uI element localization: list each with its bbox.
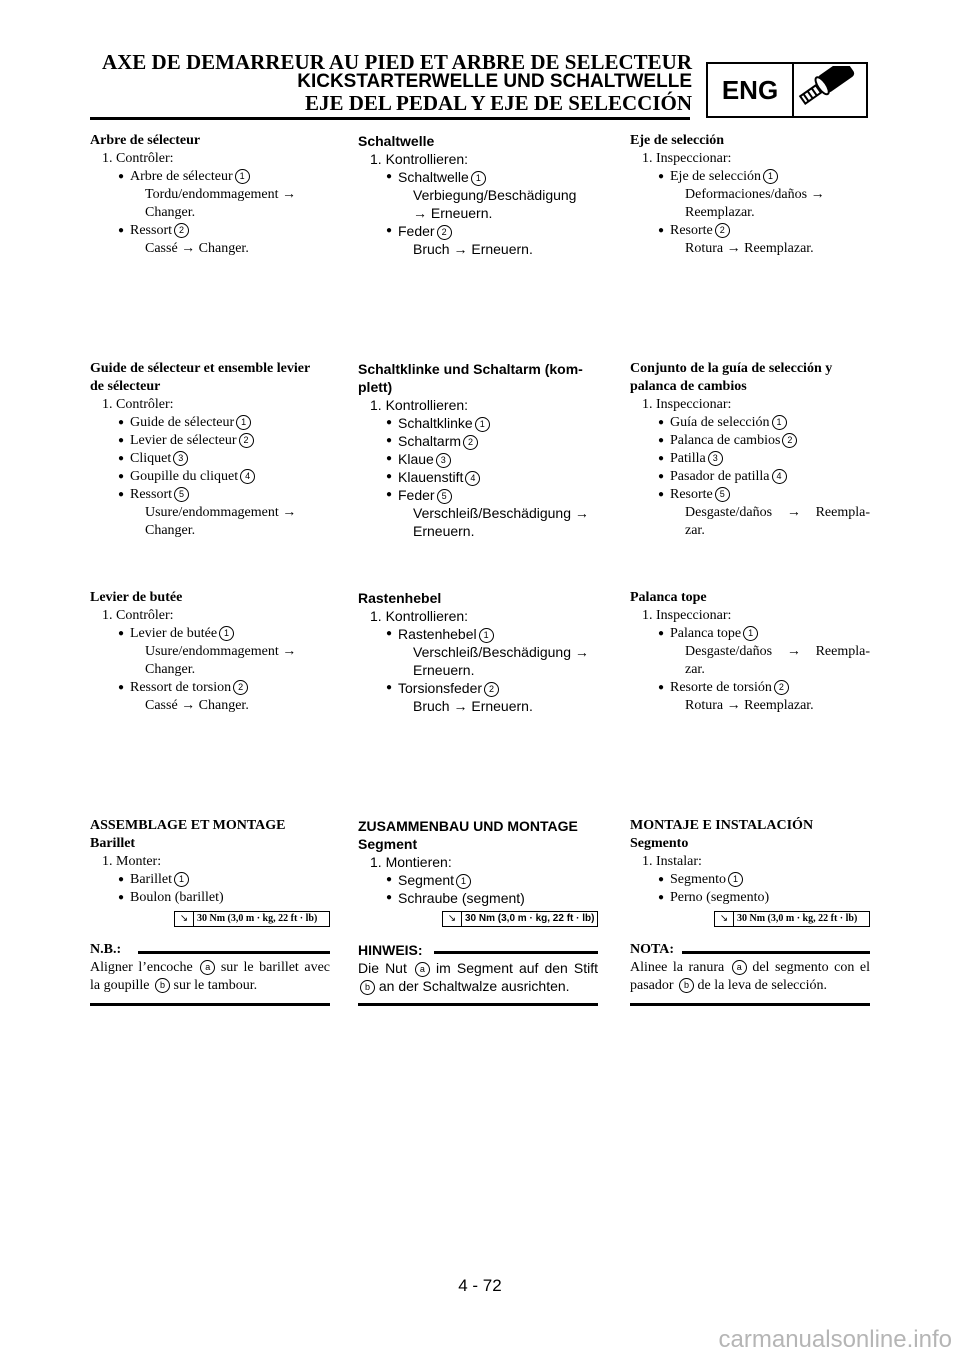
section-title: Arbre de sélecteur [90,133,201,148]
ref-number: 1 [743,626,758,641]
torque-wrench-icon: ↘ [175,912,194,926]
list-item: ● Eje de selección 1 [630,168,870,186]
ref-number: 3 [708,451,723,466]
detail-text: Verschleiß/Beschädigung → [413,644,589,660]
list-item: ● Levier de sélecteur 2 [90,432,330,450]
ref-number: 2 [463,435,478,450]
torque-spec [714,911,870,927]
fr-shift-guide-section [90,360,330,540]
list-item: ● Torsionsfeder 2 [358,679,598,697]
section-title: de sélecteur [90,379,161,394]
fr-stopper-section [90,589,330,715]
detail-text: zar. [685,662,705,677]
fr-shift-shaft-section [90,132,330,258]
es-stopper-section [630,589,870,715]
note-rule [630,1003,870,1006]
list-item: ● Perno (segmento) [630,889,870,907]
list-item: ● Guide de sélecteur 1 [90,414,330,432]
torque-value: 30 Nm (3,0 m · kg, 22 ft · lb) [737,913,858,924]
ref-number: 2 [233,680,248,695]
step-label: 1. Monter: [102,854,162,869]
ref-letter: a [415,962,430,977]
step-label: 1. Montieren: [370,854,452,870]
detail-text: Erneuern. [413,662,475,678]
ref-number: 2 [782,433,797,448]
ref-number: 4 [772,469,787,484]
list-item: ● Feder 2 [358,222,598,240]
list-item: ● Klaue 3 [358,450,598,468]
section-title: Levier de butée [90,590,183,605]
section-title: Conjunto de la guía de selección y [630,361,833,376]
section-title: Segment [358,836,418,852]
section-badge [706,62,868,118]
ref-letter: a [732,960,747,975]
list-item: ● Levier de butée 1 [90,625,330,643]
detail-text: Bruch → Erneuern. [413,698,533,714]
header-rule [90,117,690,120]
list-item: ● Barillet 1 [90,871,330,889]
ref-number: 5 [715,487,730,502]
list-item: ● Patilla 3 [630,450,870,468]
section-title: ZUSAMMENBAU UND MONTAGE [358,818,578,834]
detail-text: Usure/endommagement → [145,644,297,659]
ref-number: 2 [174,223,189,238]
list-item: ● Feder 5 [358,486,598,504]
list-item: ● Schaltklinke 1 [358,414,598,432]
torque-value: 30 Nm (3,0 m · kg, 22 ft · lb) [465,913,595,924]
detail-text: Cassé → Changer. [145,698,249,713]
ref-number: 1 [471,171,486,186]
section-title: Schaltwelle [358,133,435,149]
header-title-es: EJE DEL PEDAL Y EJE DE SELECCIÓN [304,91,692,115]
list-item: ● Pasador de patilla 4 [630,468,870,486]
detail-text: Deformaciones/daños → [685,187,825,202]
detail-text: Bruch → Erneuern. [413,241,533,257]
header-title-fr: AXE DE DEMARREUR AU PIED ET ARBRE DE SELECTEUR [101,50,692,74]
de-shift-shaft-section [358,132,598,258]
ref-number: 1 [456,874,471,889]
detail-text: Erneuern. [413,523,475,539]
section-badge-label: ENG [721,75,779,105]
note-rule [90,1003,330,1006]
ref-number: 1 [236,415,251,430]
detail-text: zar. [685,523,705,538]
step-label: 1. Instalar: [642,854,702,869]
ref-number: 3 [173,451,188,466]
ref-number: 1 [219,626,234,641]
ref-letter: b [155,978,170,993]
detail-text: Changer. [145,205,196,220]
fr-assembly-section [90,817,330,1006]
note-header: NOTA: [630,941,870,959]
ref-number: 1 [174,872,189,887]
es-assembly-section [630,817,870,1006]
ref-number: 5 [437,489,452,504]
detail-text: Desgaste/daños → Reempla- [685,644,870,659]
ref-letter: a [200,960,215,975]
detail-text: Cassé → Changer. [145,241,249,256]
step-label: 1. Inspeccionar: [642,151,732,166]
note-text: Alinee la ranura a del segmento con el pasador b de la leva de selección. [630,960,871,993]
list-item: ● Guía de selección 1 [630,414,870,432]
ref-number: 5 [174,487,189,502]
list-item: ● Arbre de sélecteur 1 [90,168,330,186]
section-title: Barillet [90,836,136,851]
engine-bolt-icon [796,66,864,114]
badge-divider [792,64,794,116]
ref-number: 1 [479,628,494,643]
section-title: Rastenhebel [358,590,442,606]
ref-number: 1 [475,417,490,432]
section-title: palanca de cambios [630,379,747,394]
watermark: carmanualsonline.info [718,1326,952,1353]
detail-text: → Erneuern. [413,205,493,221]
detail-text: Usure/endommagement → [145,505,297,520]
ref-letter: b [679,978,694,993]
list-item: ● Segmento 1 [630,871,870,889]
section-title: Segmento [630,836,689,851]
de-stopper-section [358,589,598,715]
ref-number: 1 [728,872,743,887]
list-item: ● Resorte de torsión 2 [630,679,870,697]
ref-number: 1 [235,169,250,184]
detail-text: Rotura → Reemplazar. [685,698,814,713]
torque-spec [442,911,598,927]
section-title: Palanca tope [630,590,707,605]
step-label: 1. Inspeccionar: [642,608,732,623]
ref-number: 2 [437,225,452,240]
section-title: plett) [358,379,393,395]
torque-wrench-icon: ↘ [715,912,734,926]
es-shift-guide-section [630,360,870,540]
note-rule [358,1003,598,1006]
list-item: ● Schaltarm 2 [358,432,598,450]
detail-text: Changer. [145,523,196,538]
ref-number: 3 [436,453,451,468]
torque-value: 30 Nm (3,0 m · kg, 22 ft · lb) [197,913,318,924]
detail-text: Reemplazar. [685,205,755,220]
step-label: 1. Kontrollieren: [370,151,469,167]
list-item: ● Ressort 2 [90,222,330,240]
step-label: 1. Kontrollieren: [370,608,469,624]
list-item: ● Rastenhebel 1 [358,625,598,643]
de-assembly-section [358,817,598,1006]
step-label: 1. Contrôler: [102,397,174,412]
ref-letter: b [360,980,375,995]
detail-text: Rotura → Reemplazar. [685,241,814,256]
step-label: 1. Inspeccionar: [642,397,732,412]
page-header [0,0,960,125]
note-text: Aligner l’encoche a sur le barillet avec la goupille b sur le tambour. [90,960,331,993]
detail-text: Desgaste/daños → Reempla- [685,505,870,520]
ref-number: 1 [763,169,778,184]
detail-text: Tordu/endommagement → [145,187,297,202]
ref-number: 2 [484,682,499,697]
list-item: ● Ressort de torsion 2 [90,679,330,697]
section-title: Schaltklinke und Schaltarm (kom- [358,361,583,377]
torque-spec [174,911,330,927]
es-shift-shaft-section [630,132,870,258]
list-item: ● Klauenstift 4 [358,468,598,486]
step-label: 1. Contrôler: [102,151,174,166]
ref-number: 4 [240,469,255,484]
ref-number: 1 [772,415,787,430]
list-item: ● Resorte 2 [630,222,870,240]
list-item: ● Boulon (barillet) [90,889,330,907]
list-item: ● Palanca de cambios 2 [630,432,870,450]
ref-number: 2 [774,680,789,695]
list-item: ● Segment 1 [358,871,598,889]
section-title: ASSEMBLAGE ET MONTAGE [90,818,286,833]
ref-number: 2 [239,433,254,448]
detail-text: Verschleiß/Beschädigung → [413,505,589,521]
detail-text: Changer. [145,662,196,677]
section-title: Eje de selección [630,133,725,148]
de-shift-guide-section [358,360,598,540]
list-item: ● Goupille du cliquet 4 [90,468,330,486]
ref-number: 4 [465,471,480,486]
list-item: ● Schraube (segment) [358,889,598,907]
list-item: ● Ressort 5 [90,486,330,504]
header-title-de: KICKSTARTERWELLE UND SCHALTWELLE [297,71,692,92]
ref-number: 2 [715,223,730,238]
detail-text: Verbiegung/Beschädigung [413,187,577,203]
note-header: HINWEIS: [358,941,598,959]
section-title: MONTAJE E INSTALACIÓN [630,818,814,833]
step-label: 1. Kontrollieren: [370,397,469,413]
list-item: ● Resorte 5 [630,486,870,504]
list-item: ● Cliquet 3 [90,450,330,468]
note-text: Die Nut a im Segment auf den Stift b an der Schaltwalze ausrichten. [358,960,599,994]
note-header: N.B.: [90,941,330,959]
torque-wrench-icon: ↘ [443,912,462,926]
list-item: ● Palanca tope 1 [630,625,870,643]
page-number: 4 - 72 [458,1276,502,1295]
list-item: ● Schaltwelle 1 [358,168,598,186]
section-title: Guide de sélecteur et ensemble levier [90,361,311,376]
step-label: 1. Contrôler: [102,608,174,623]
